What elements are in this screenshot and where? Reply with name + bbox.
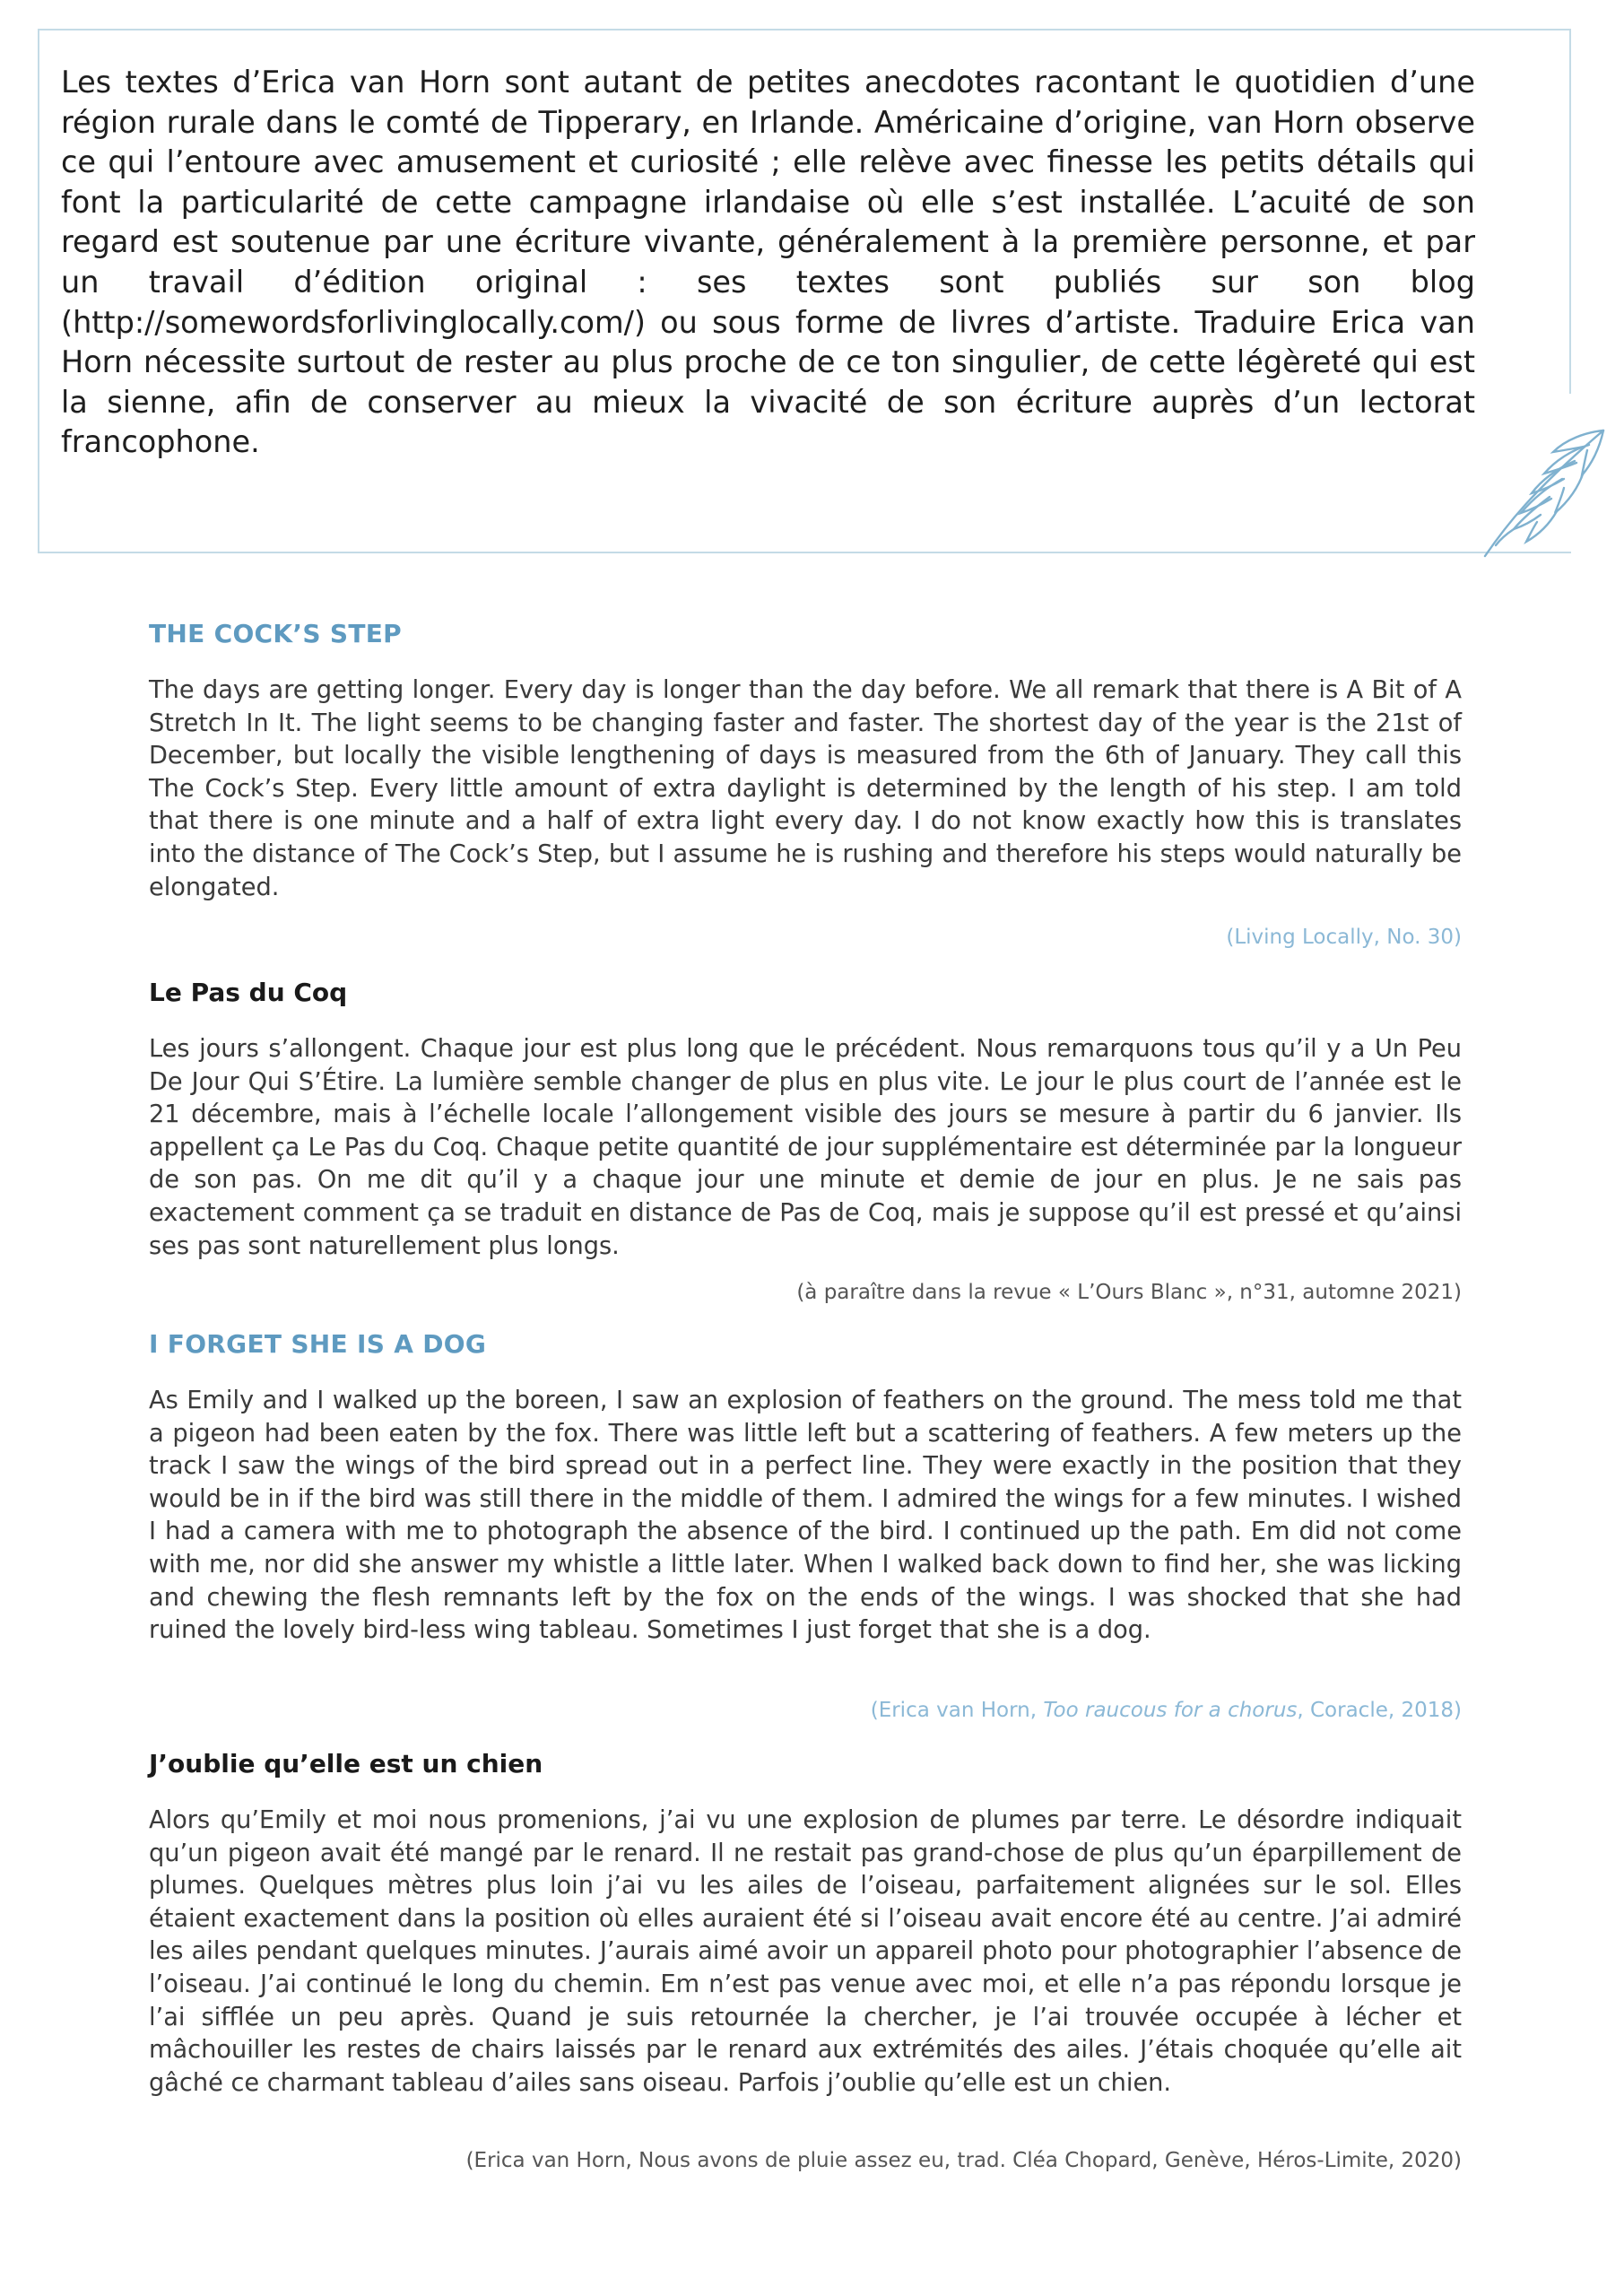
section1-citation-fr: (à paraître dans la revue « L’Ours Blanc », n°31, automne 2021) (796, 1281, 1462, 1304)
section2-citation-fr: (Erica van Horn, Nous avons de pluie assez eu, trad. Cléa Chopard, Genève, Héros-Limite, 2020) (465, 2149, 1462, 2172)
section1-title-en: THE COCK’S STEP (149, 619, 402, 648)
section1-title-fr: Le Pas du Coq (149, 978, 348, 1007)
section2-text-en: As Emily and I walked up the boreen, I saw an explosion of feathers on the ground. The mess told me that a pigeon had been eaten by the fox. There was little left but a scattering of feathers. A few meters up the track I saw the wings of the bird spread out in a perfect line. They were exactly in the position that they would be in if the bird was still there in the middle of them. I admired the wings for a few minutes. I wished I had a camera with me to photograph the absence of the bird. I continued up the path. Em did not come with me, nor did she answer my whistle a little later. When I walked back down to find her, she was licking and chewing the flesh remnants left by the fox on the ends of the wings. I was shocked that she had ruined the lovely bird-less wing tableau. Sometimes I just forget that she is a dog. (149, 1387, 1462, 1645)
section2-text-fr: Alors qu’Emily et moi nous promenions, j’ai vu une explosion de plumes par terre. Le désordre indiquait qu’un pigeon avait été mangé par le renard. Il ne restait pas grand-chose de plus qu’un éparpillement de plumes. Quelques mètres plus loin j’ai vu les ailes de l’oiseau, parfaitement alignées sur le sol. Elles étaient exactement dans la position où elles auraient été si l’oiseau avait encore été au centre. J’ai admiré les ailes pendant quelques minutes. J’aurais aimé avoir un appareil photo pour photographier l’absence de l’oiseau. J’ai continué le long du chemin. Em n’est pas venue avec moi, et elle n’a pas répondu lorsque je l’ai sifflée un peu après. Quand je suis retournée la chercher, je l’ai trouvée occupée à lécher et mâchouiller les restes de chairs laissés par le renard aux extrémités des ailes. J’étais choquée qu’elle ait gâché ce charmant tableau d’ailes sans oiseau. Parfois j’oublie qu’elle est un chien. (149, 1806, 1462, 2097)
section2-title-fr: J’oublie qu’elle est un chien (149, 1749, 543, 1779)
feather-icon (1478, 420, 1612, 563)
book-title: Too raucous for a chorus (1043, 1699, 1298, 1722)
section2-citation-en: (Erica van Horn, Too raucous for a chorus, Coracle, 2018) (870, 1699, 1462, 1722)
section2-title-en: I FORGET SHE IS A DOG (149, 1329, 487, 1359)
intro-paragraph: Les textes d’Erica van Horn sont autant de petites anecdotes racontant le quotidien d’une région rurale dans le comté de Tipperary, en Irlande. Américaine d’origine, van Horn observe ce qui l’entoure avec amusement et curiosité ; elle relève avec finesse les petits détails qui font la particularité de cette campagne irlandaise où elle s’est installée. L’acuité de son regard est soutenue par une écriture vivante, généralement à la première personne, et par un travail d’édition original : ses textes sont publiés sur son blog (http://somewordsforlivinglocally.com/) ou sous forme de livres d’artiste. Traduire Erica van Horn nécessite surtout de rester au plus proche de ce ton singulier, de cette légèreté qui est la sienne, afin de conserver au mieux la vivacité de son écriture auprès d’un lectorat francophone. (61, 65, 1475, 460)
section1-citation-en: (Living Locally, No. 30) (1226, 926, 1462, 949)
section1-text-en: The days are getting longer. Every day is longer than the day before. We all remark that there is A Bit of A Stretch In It. The light seems to be changing faster and faster. The shortest day of the year is the 21st of December, but locally the visible lengthening of days is measured from the 6th of January. They call this The Cock’s Step. Every little amount of extra daylight is determined by the length of his step. I am told that there is one minute and a half of extra light every day. I do not know exactly how this is translates into the distance of The Cock’s Step, but I assume he is rushing and therefore his steps would naturally be elongated. (149, 676, 1462, 901)
section1-text-fr: Les jours s’allongent. Chaque jour est plus long que le précédent. Nous remarquons tous qu’il y a Un Peu De Jour Qui S’Étire. La lumière semble changer de plus en plus vite. Le jour le plus court de l’année est le 21 décembre, mais à l’échelle locale l’allongement visible des jours se mesure à partir du 6 janvier. Ils appellent ça Le Pas du Coq. Chaque petite quantité de jour supplémentaire est déterminée par la longueur de son pas. On me dit qu’il y a chaque jour une minute et demie de jour en plus. Je ne sais pas exactement comment ça se traduit en distance de Pas de Coq, mais je suppose qu’il est pressé et qu’ainsi ses pas sont naturellement plus longs. (149, 1035, 1462, 1260)
